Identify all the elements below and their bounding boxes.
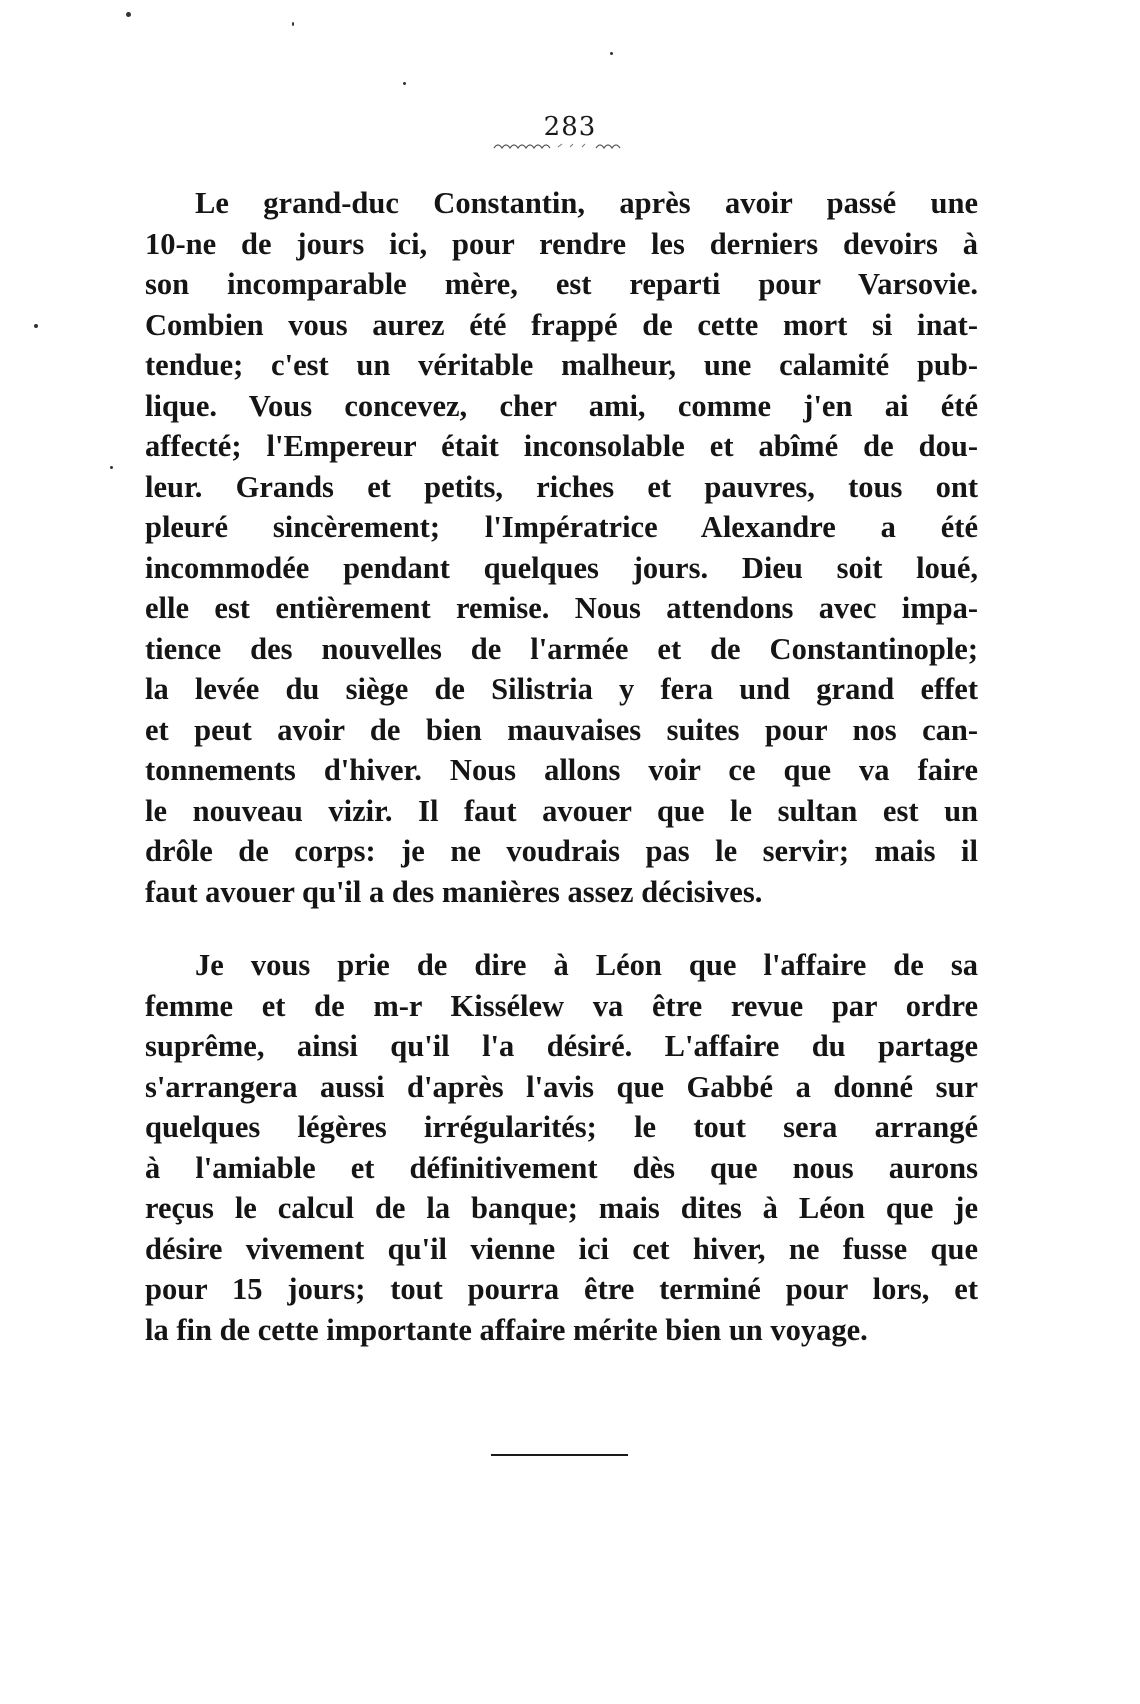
end-rule xyxy=(491,1454,628,1456)
text-line: Combien vous aurez été frappé de cette mort si inat- xyxy=(145,307,978,342)
scan-speck xyxy=(34,324,38,328)
scan-speck xyxy=(292,22,294,26)
page-number: 283 xyxy=(543,112,597,142)
text-line: 10-ne de jours ici, pour rendre les derniers devoirs à xyxy=(145,226,978,261)
text-line: drôle de corps: je ne voudrais pas le servir; mais il xyxy=(145,834,978,868)
text-line: elle est entièrement remise. Nous attendons avec impa- xyxy=(145,591,978,625)
text-line: son incomparable mère, est reparti pour Varsovie. xyxy=(145,267,978,301)
text-line: la levée du siège de Silistria y fera und grand effet xyxy=(145,672,978,706)
text-line: lique. Vous concevez, cher ami, comme j'en ai été xyxy=(145,388,978,423)
text-line: suprême, ainsi qu'il l'a désiré. L'affaire du partage xyxy=(145,1029,978,1063)
text-line: la fin de cette importante affaire mérite bien un voyage. xyxy=(145,1312,868,1347)
text-line: femme et de m-r Kissélew va être revue par ordre xyxy=(145,988,978,1023)
text-line: leur. Grands et petits, riches et pauvres, tous ont xyxy=(145,469,978,504)
text-line: tonnements d'hiver. Nous allons voir ce que va faire xyxy=(145,753,978,787)
scan-speck xyxy=(403,82,406,85)
text-line: quelques légères irrégularités; le tout sera arrangé xyxy=(145,1110,978,1144)
text-line: désire vivement qu'il vienne ici cet hiver, ne fusse que xyxy=(145,1231,978,1266)
text-line: le nouveau vizir. Il faut avouer que le sultan est un xyxy=(145,793,978,828)
text-line: Le grand-duc Constantin, après avoir passé une xyxy=(195,186,978,220)
text-line: à l'amiable et définitivement dès que nous aurons xyxy=(145,1150,978,1185)
paragraph-2 xyxy=(145,945,978,1350)
text-line: s'arrangera aussi d'après l'avis que Gabbé a donné sur xyxy=(145,1069,978,1104)
text-line: faut avouer qu'il a des manières assez décisives. xyxy=(145,874,763,909)
text-line: affecté; l'Empereur était inconsolable et abîmé de dou- xyxy=(145,429,978,463)
text-line: tience des nouvelles de l'armée et de Constantinople; xyxy=(145,631,978,666)
text-line: tendue; c'est un véritable malheur, une calamité pub- xyxy=(145,348,978,382)
text-line: pleuré sincèrement; l'Impératrice Alexandre a été xyxy=(145,510,978,544)
scan-speck xyxy=(610,52,613,55)
page-number-ornament xyxy=(492,138,642,152)
text-line: pour 15 jours; tout pourra être terminé pour lors, et xyxy=(145,1272,978,1306)
text-line: reçus le calcul de la banque; mais dites à Léon que je xyxy=(145,1191,978,1225)
text-line: Je vous prie de dire à Léon que l'affaire de sa xyxy=(195,948,978,982)
scan-speck xyxy=(110,466,113,469)
scan-speck xyxy=(126,12,131,17)
text-line: et peut avoir de bien mauvaises suites pour nos can- xyxy=(145,712,978,747)
text-line: incommodée pendant quelques jours. Dieu soit loué, xyxy=(145,550,978,585)
paragraph-1 xyxy=(145,183,978,912)
